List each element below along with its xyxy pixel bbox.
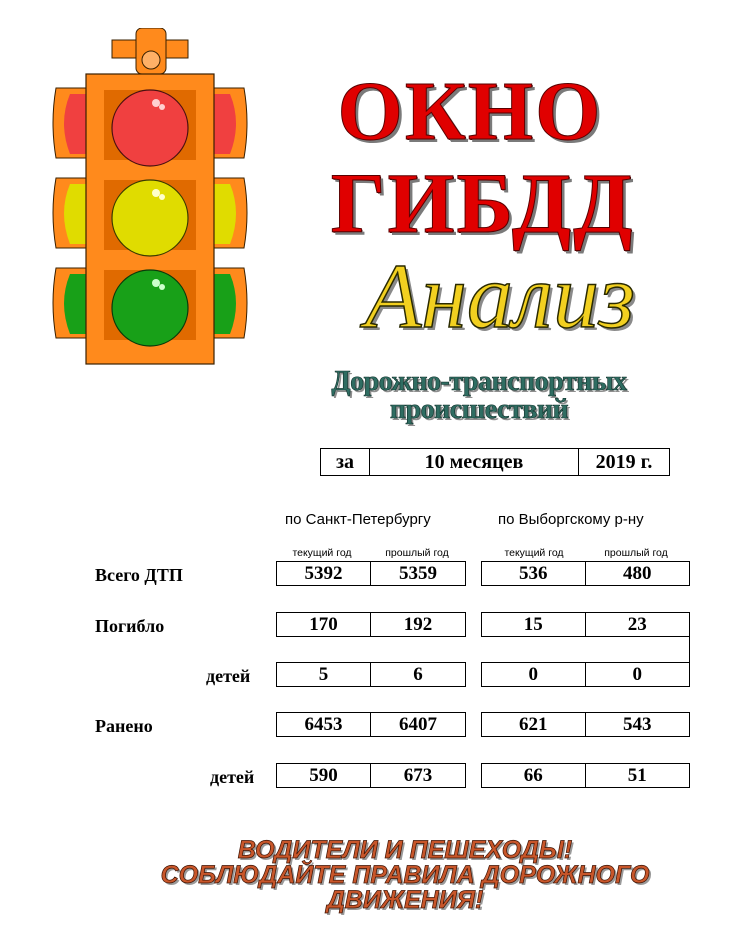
region-header-vyb: по Выборгскому р-ну xyxy=(498,511,644,528)
cell-spb-current: 590 xyxy=(277,764,371,787)
row-label-injured: Ранено xyxy=(95,716,153,736)
row-label-total: Всего ДТП xyxy=(95,565,183,585)
cell-vyb-previous: 51 xyxy=(627,764,647,786)
title-line-2: ГИБДД xyxy=(330,155,635,251)
row-label-children-injured: детей xyxy=(210,767,255,787)
cell-spb-current: 170 xyxy=(277,613,371,636)
table-divider xyxy=(689,636,690,662)
period-months: 10 месяцев xyxy=(370,449,579,475)
table-row xyxy=(481,763,690,788)
cell-vyb-current: 66 xyxy=(482,764,586,787)
column-header-vyb-current: текущий год xyxy=(504,547,564,559)
cell-spb-previous: 6407 xyxy=(399,713,437,735)
row-label-killed: Погибло xyxy=(95,616,165,636)
column-header-spb-previous: прошлый год xyxy=(385,547,449,559)
period-box xyxy=(320,448,670,476)
table-row xyxy=(276,612,466,637)
cell-vyb-previous: 23 xyxy=(627,613,647,635)
cell-vyb-previous: 480 xyxy=(623,562,652,584)
traffic-light-icon xyxy=(50,28,250,370)
column-header-spb-current: текущий год xyxy=(292,547,352,559)
cell-spb-previous: 192 xyxy=(403,613,433,635)
tagline: Дорожно-транспортных происшествий xyxy=(331,366,627,425)
table-row xyxy=(481,662,690,687)
cell-spb-current: 5392 xyxy=(277,562,371,585)
cell-vyb-current: 0 xyxy=(482,663,586,686)
cell-vyb-current: 536 xyxy=(482,562,586,585)
cell-vyb-previous: 0 xyxy=(632,663,642,685)
table-row xyxy=(481,561,690,586)
period-year: 2019 г. xyxy=(595,450,653,473)
slogan-line-3: ДВИЖЕНИЯ! xyxy=(326,886,484,914)
region-header-spb: по Санкт-Петербургу xyxy=(285,511,431,528)
table-row xyxy=(481,612,690,637)
cell-vyb-current: 15 xyxy=(482,613,586,636)
table-row xyxy=(481,712,690,737)
column-header-vyb-previous: прошлый год xyxy=(604,547,668,559)
cell-spb-previous: 5359 xyxy=(399,562,437,584)
period-prefix: за xyxy=(321,449,370,475)
table-row xyxy=(276,561,466,586)
cell-spb-previous: 673 xyxy=(403,764,433,786)
cell-spb-current: 6453 xyxy=(277,713,371,736)
row-label-children-killed: детей xyxy=(206,666,251,686)
slogan-line-1: ВОДИТЕЛИ И ПЕШЕХОДЫ! xyxy=(237,836,573,864)
cell-spb-previous: 6 xyxy=(413,663,423,685)
table-row xyxy=(276,763,466,788)
subtitle: Анализ xyxy=(365,245,635,347)
slogan-line-2: СОБЛЮДАЙТЕ ПРАВИЛА ДОРОЖНОГО xyxy=(160,861,650,889)
cell-vyb-previous: 543 xyxy=(623,713,652,735)
table-row xyxy=(276,662,466,687)
title-line-1: ОКНО xyxy=(337,65,603,158)
table-row xyxy=(276,712,466,737)
cell-vyb-current: 621 xyxy=(482,713,586,736)
cell-spb-current: 5 xyxy=(277,663,371,686)
